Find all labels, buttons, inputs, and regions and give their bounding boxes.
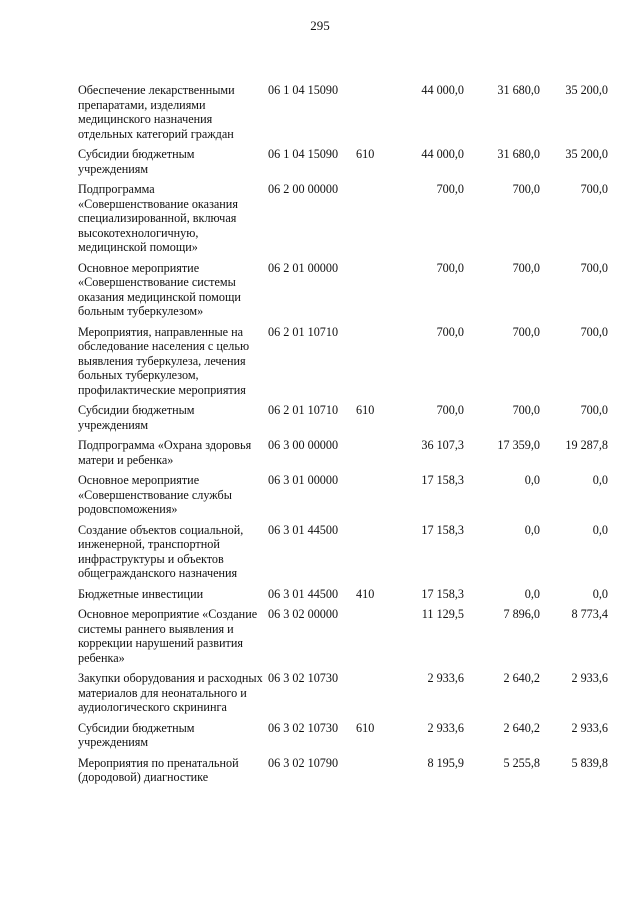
row-amount-2: 2 640,2 xyxy=(503,671,540,685)
row-amount-1: 17 158,3 xyxy=(421,473,464,487)
row-amount-2: 17 359,0 xyxy=(497,438,540,452)
row-amount-3: 5 839,8 xyxy=(571,755,608,770)
row-amount-2: 700,0 xyxy=(512,260,540,275)
row-name: Основное мероприятие «Совершенствование службы родовспоможения» xyxy=(78,473,232,516)
row-amount-3: 700,0 xyxy=(580,182,608,196)
row-amount-1: 700,0 xyxy=(436,260,464,275)
row-code: 06 2 00 00000 xyxy=(268,182,339,196)
row-expense-type: 410 xyxy=(356,586,375,601)
row-name: Создание объектов социальной, инженерной, транспортной инфраструктуры и объектов общегражданского назначения xyxy=(78,522,244,580)
row-expense-type: 610 xyxy=(356,720,375,735)
table-row xyxy=(78,438,608,473)
row-code: 06 1 04 15090 xyxy=(268,83,339,97)
row-amount-2: 7 896,0 xyxy=(503,607,540,621)
row-expense-type xyxy=(356,438,388,473)
row-expense-type: 610 xyxy=(356,403,375,417)
row-amount-1: 2 933,6 xyxy=(427,720,464,735)
row-expense-type xyxy=(356,671,388,721)
row-name: Закупки оборудования и расходных материалов для неонатального и аудиологического скрининга xyxy=(78,671,263,714)
row-code: 06 1 04 15090 xyxy=(268,147,339,161)
row-expense-type xyxy=(356,261,388,325)
row-amount-1: 17 158,3 xyxy=(421,522,464,537)
row-amount-1: 2 933,6 xyxy=(427,671,464,685)
row-amount-1: 44 000,0 xyxy=(421,147,464,161)
row-code: 06 3 02 10730 xyxy=(268,671,339,685)
row-amount-1: 44 000,0 xyxy=(421,83,464,97)
table-row xyxy=(78,182,608,261)
row-expense-type xyxy=(356,523,388,587)
row-code: 06 2 01 10710 xyxy=(268,403,339,417)
row-amount-1: 700,0 xyxy=(436,324,464,339)
row-amount-3: 700,0 xyxy=(580,260,608,275)
row-name: Бюджетные инвестиции xyxy=(78,586,204,601)
row-name: Мероприятия по пренатальной (дородовой) диагностике xyxy=(78,755,239,784)
table-row xyxy=(78,607,608,671)
table-row xyxy=(78,147,608,182)
row-code: 06 3 00 00000 xyxy=(268,438,339,452)
row-name: Подпрограмма «Охрана здоровья матери и ребенка» xyxy=(78,438,252,467)
row-code: 06 3 01 44500 xyxy=(268,586,339,601)
row-amount-2: 0,0 xyxy=(524,522,540,537)
row-amount-1: 36 107,3 xyxy=(421,438,464,452)
page-number: 295 xyxy=(310,18,330,33)
row-code: 06 2 01 00000 xyxy=(268,260,339,275)
row-code: 06 3 02 00000 xyxy=(268,607,339,621)
row-name: Субсидии бюджетным учреждениям xyxy=(78,720,195,749)
table-row xyxy=(78,587,608,608)
row-amount-3: 8 773,4 xyxy=(571,607,608,621)
row-code: 06 3 02 10730 xyxy=(268,720,339,735)
table-row xyxy=(78,83,608,147)
row-amount-2: 700,0 xyxy=(512,182,540,196)
row-amount-1: 700,0 xyxy=(436,182,464,196)
row-expense-type xyxy=(356,607,388,671)
row-name: Основное мероприятие «Создание системы раннего выявления и коррекции нарушений развития ребенка» xyxy=(78,607,258,665)
row-amount-2: 2 640,2 xyxy=(503,720,540,735)
table-row xyxy=(78,523,608,587)
table-row xyxy=(78,403,608,438)
row-amount-3: 700,0 xyxy=(580,324,608,339)
table-row xyxy=(78,756,608,791)
row-amount-1: 700,0 xyxy=(436,403,464,417)
row-amount-2: 31 680,0 xyxy=(497,147,540,161)
row-amount-1: 11 129,5 xyxy=(421,607,464,621)
row-name: Субсидии бюджетным учреждениям xyxy=(78,403,195,432)
table-row xyxy=(78,473,608,523)
row-name: Подпрограмма «Совершенствование оказания специализированной, включая высокотехнологичную, медицинской помощи» xyxy=(78,182,238,254)
budget-table xyxy=(78,83,608,791)
row-expense-type: 610 xyxy=(356,147,375,161)
row-expense-type xyxy=(356,83,388,147)
row-amount-1: 8 195,9 xyxy=(427,755,464,770)
row-name: Основное мероприятие «Совершенствование системы оказания медицинской помощи больным туберкулезом» xyxy=(78,260,241,318)
row-amount-2: 5 255,8 xyxy=(503,755,540,770)
table-row xyxy=(78,721,608,756)
row-expense-type xyxy=(356,182,388,261)
row-amount-2: 700,0 xyxy=(512,324,540,339)
row-amount-2: 0,0 xyxy=(524,586,540,601)
row-amount-3: 2 933,6 xyxy=(571,720,608,735)
table-row xyxy=(78,261,608,325)
row-amount-3: 19 287,8 xyxy=(565,438,608,452)
row-amount-3: 35 200,0 xyxy=(565,83,608,97)
row-expense-type xyxy=(356,325,388,404)
row-code: 06 3 01 00000 xyxy=(268,473,339,487)
row-amount-2: 0,0 xyxy=(524,473,540,487)
row-amount-2: 700,0 xyxy=(512,403,540,417)
row-amount-3: 2 933,6 xyxy=(571,671,608,685)
row-code: 06 2 01 10710 xyxy=(268,324,339,339)
table-row xyxy=(78,671,608,721)
row-code: 06 3 01 44500 xyxy=(268,522,339,537)
row-name: Обеспечение лекарственными препаратами, изделиями медицинского назначения отдельных категорий граждан xyxy=(78,83,235,141)
budget-table-body xyxy=(78,83,608,791)
row-amount-3: 0,0 xyxy=(592,586,608,601)
row-amount-1: 17 158,3 xyxy=(421,586,464,601)
row-amount-3: 0,0 xyxy=(592,473,608,487)
row-code: 06 3 02 10790 xyxy=(268,755,339,770)
row-name: Мероприятия, направленные на обследование населения с целью выявления туберкулеза, лечения больных туберкулезом, профилактические мероприятия xyxy=(78,324,250,397)
row-amount-2: 31 680,0 xyxy=(497,83,540,97)
row-amount-3: 0,0 xyxy=(592,522,608,537)
row-expense-type xyxy=(356,756,388,791)
table-row xyxy=(78,325,608,404)
row-expense-type xyxy=(356,473,388,523)
row-amount-3: 35 200,0 xyxy=(565,147,608,161)
row-name: Субсидии бюджетным учреждениям xyxy=(78,147,195,176)
row-amount-3: 700,0 xyxy=(580,403,608,417)
